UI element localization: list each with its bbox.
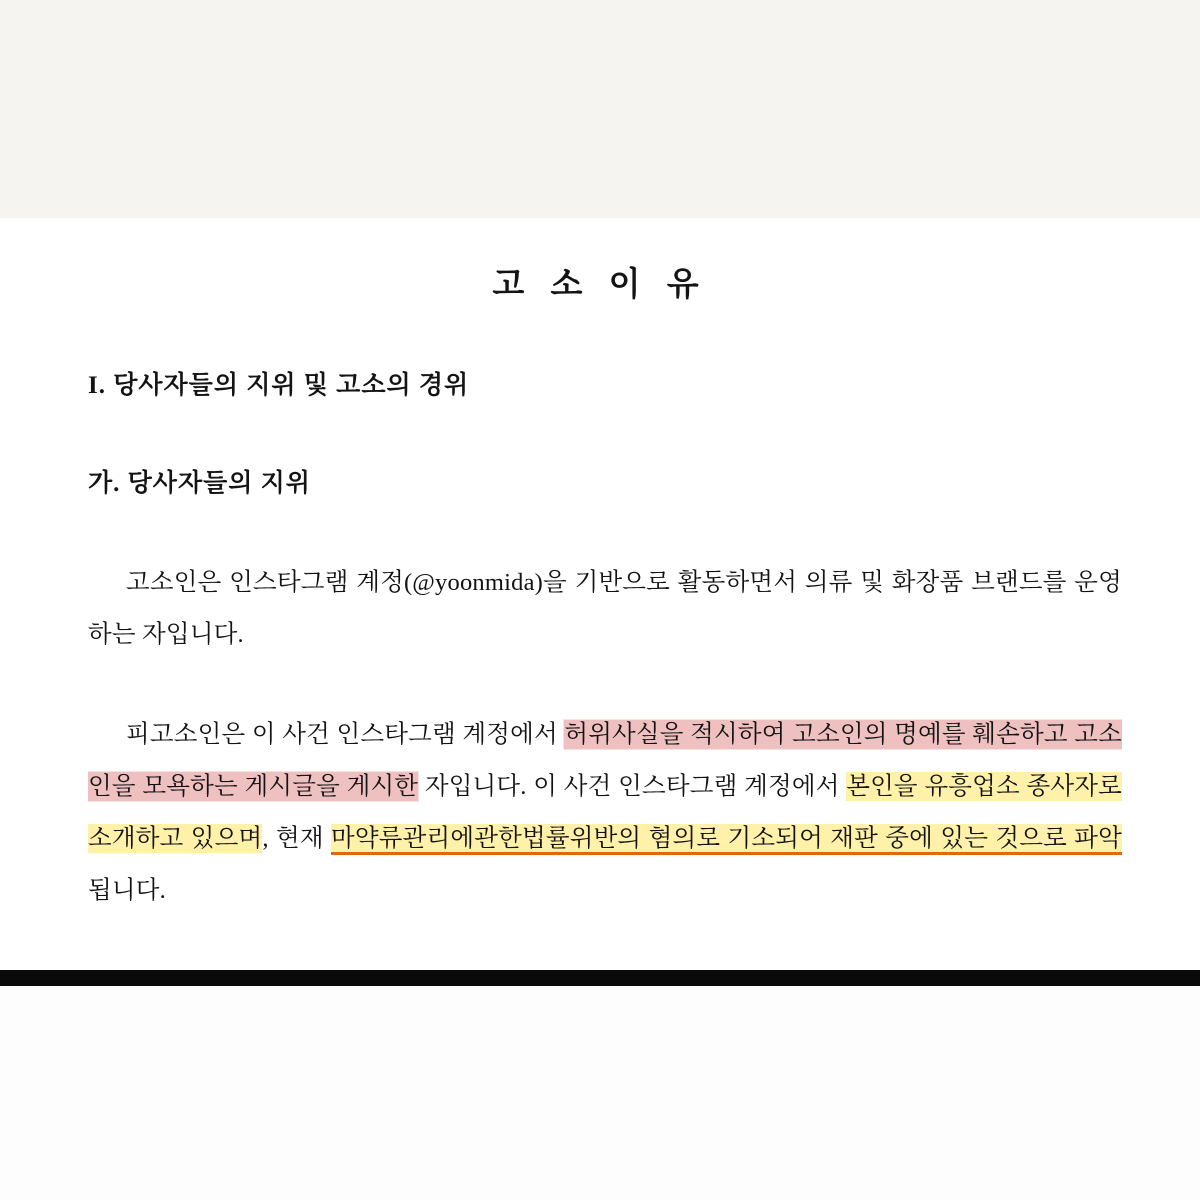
paragraph-2-segment-1: 피고소인은 이 사건 인스타그램 계정에서	[126, 721, 565, 748]
document-page	[0, 218, 1200, 970]
paragraph-defendant-status	[88, 709, 1122, 917]
paragraph-2-segment-7: 됩니다.	[88, 877, 166, 904]
page-separator-bar	[0, 970, 1200, 986]
highlight-yellow-occupation: 본인을 유흥업소 종사자로 소개하고 있으며	[88, 773, 1123, 852]
page-top-margin	[0, 0, 1200, 218]
paragraph-2-segment-5: , 현재	[262, 825, 332, 852]
section-heading: I. 당사자들의 지위 및 고소의 경위	[88, 372, 470, 399]
highlight-pink-defamation: 허위사실을 적시하여 고소인의 명예를 훼손하고 고소인을 모욕하는 게시글을 게시한	[88, 721, 1122, 800]
highlight-yellow-underline-drug-charge: 마약류관리에관한법률위반의 혐의로 기소되어 재판 중에 있는 것으로 파악	[331, 824, 1122, 855]
page-title: 고 소 이 유	[492, 267, 708, 303]
sub-heading: 가. 당사자들의 지위	[88, 470, 311, 497]
next-page-top	[0, 986, 1200, 1200]
paragraph-party-status	[88, 557, 1122, 661]
paragraph-1-text: 고소인은 인스타그램 계정(@yoonmida)을 기반으로 활동하면서 의류 및 화장품 브랜드를 운영하는 자입니다.	[88, 569, 1122, 648]
paragraph-2-segment-3: 자입니다. 이 사건 인스타그램 계정에서	[418, 773, 847, 800]
